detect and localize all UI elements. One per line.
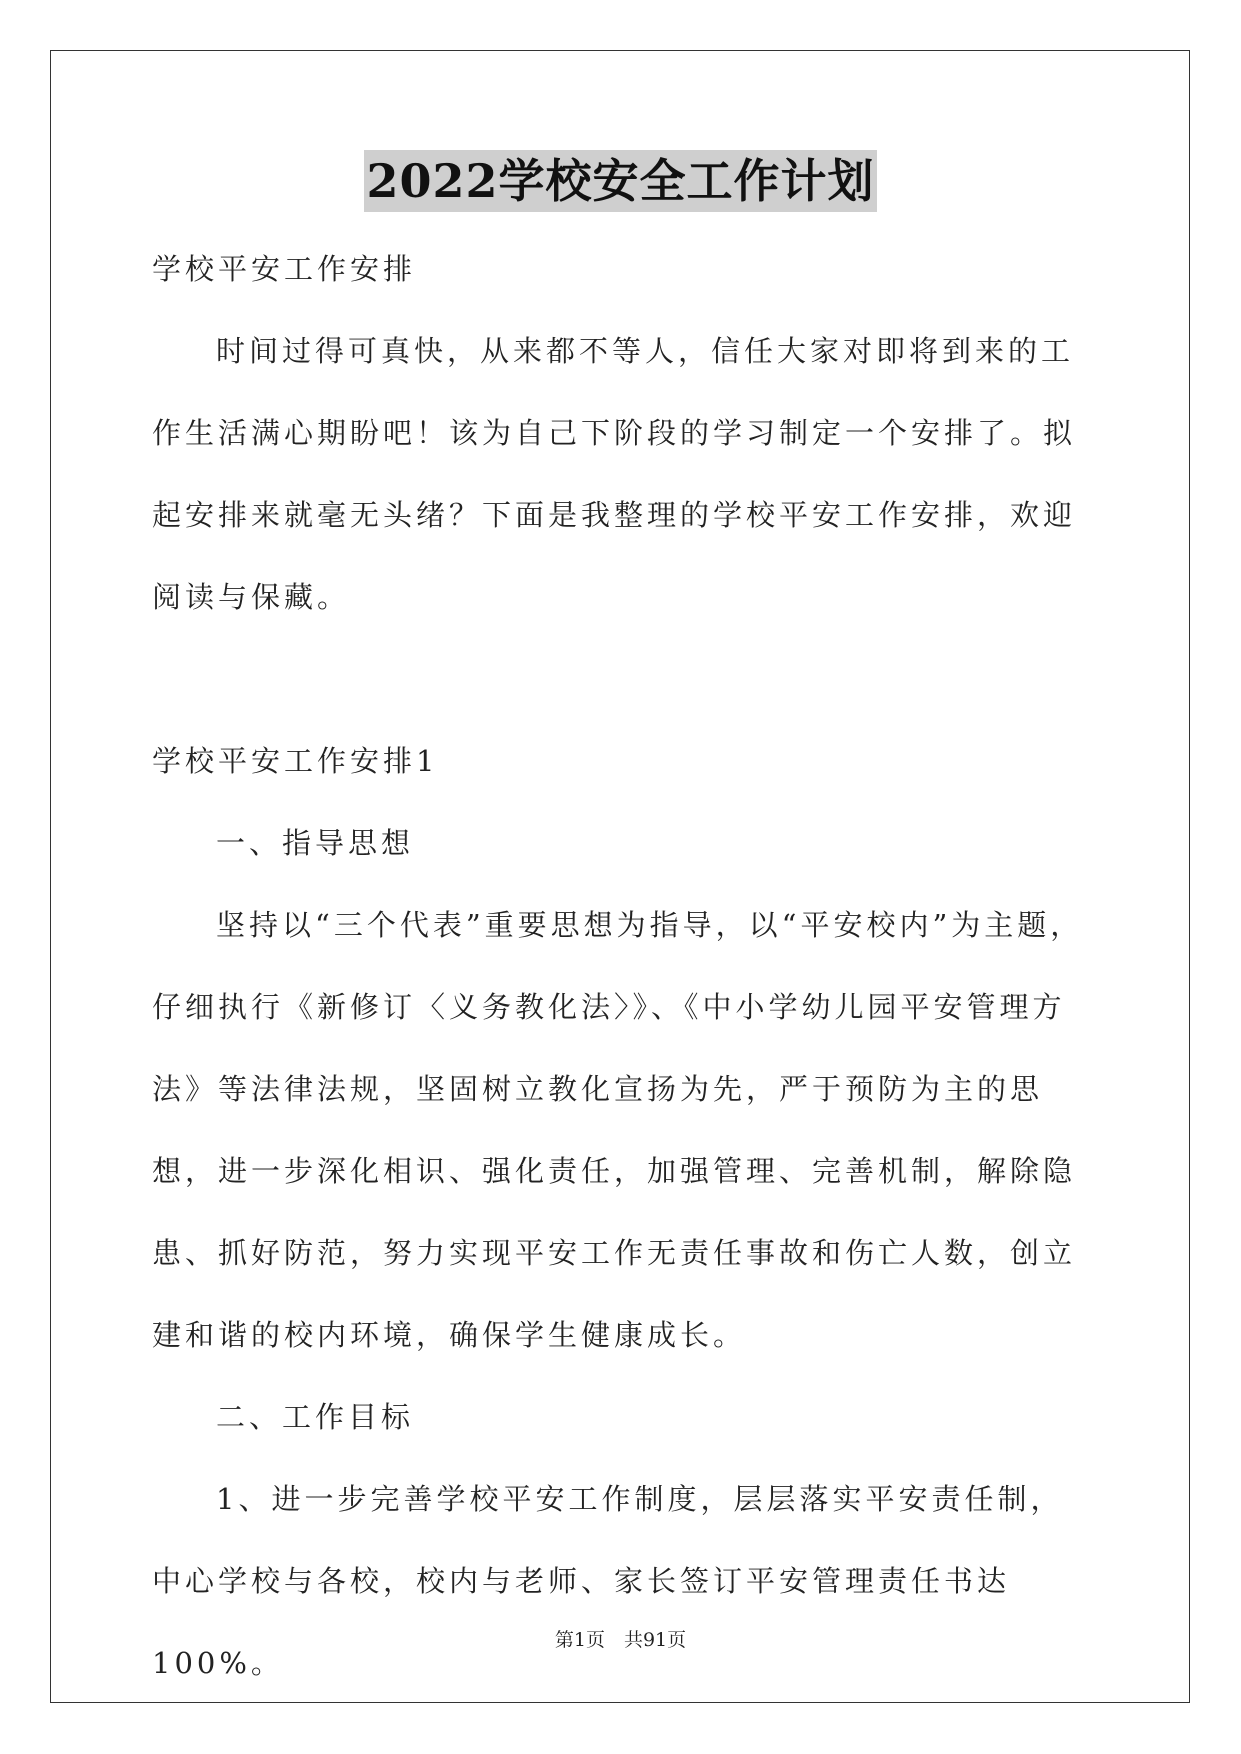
document-title	[0, 150, 1241, 212]
subheading-work-goals: 二、工作目标	[216, 1400, 415, 1434]
document-title-text: 2022学校安全工作计划	[364, 150, 876, 212]
page-footer: 第1页 共91页	[554, 1629, 687, 1651]
plan-heading: 学校平安工作安排1	[152, 744, 439, 778]
document-body	[152, 228, 1092, 1704]
work-goal-item-1: 1、进一步完善学校平安工作制度，层层落实平安责任制，中心学校与各校，校内与老师、家长签订平安管理责任书达100%。	[152, 1482, 1064, 1680]
paragraph-gap	[152, 638, 1092, 720]
section-heading: 学校平安工作安排	[152, 252, 417, 286]
subheading-guiding-ideology: 一、指导思想	[216, 826, 415, 860]
intro-paragraph: 时间过得可真快，从来都不等人，信任大家对即将到来的工作生活满心期盼吧！该为自己下阶段的学习制定一个安排了。拟起安排来就毫无头绪？下面是我整理的学校平安工作安排，欢迎阅读与保藏。	[152, 334, 1077, 614]
guiding-ideology-paragraph: 坚持以“三个代表”重要思想为指导，以“平安校内”为主题，仔细执行《新修订〈义务教化法〉》、《中小学幼儿园平安管理方法》等法律法规，坚固树立教化宣扬为先，严于预防为主的思想，进一步深化相识、强化责任，加强管理、完善机制，解除隐患、抓好防范，努力实现平安工作无责任事故和伤亡人数，创立建和谐的校内环境，确保学生健康成长。	[152, 908, 1084, 1352]
